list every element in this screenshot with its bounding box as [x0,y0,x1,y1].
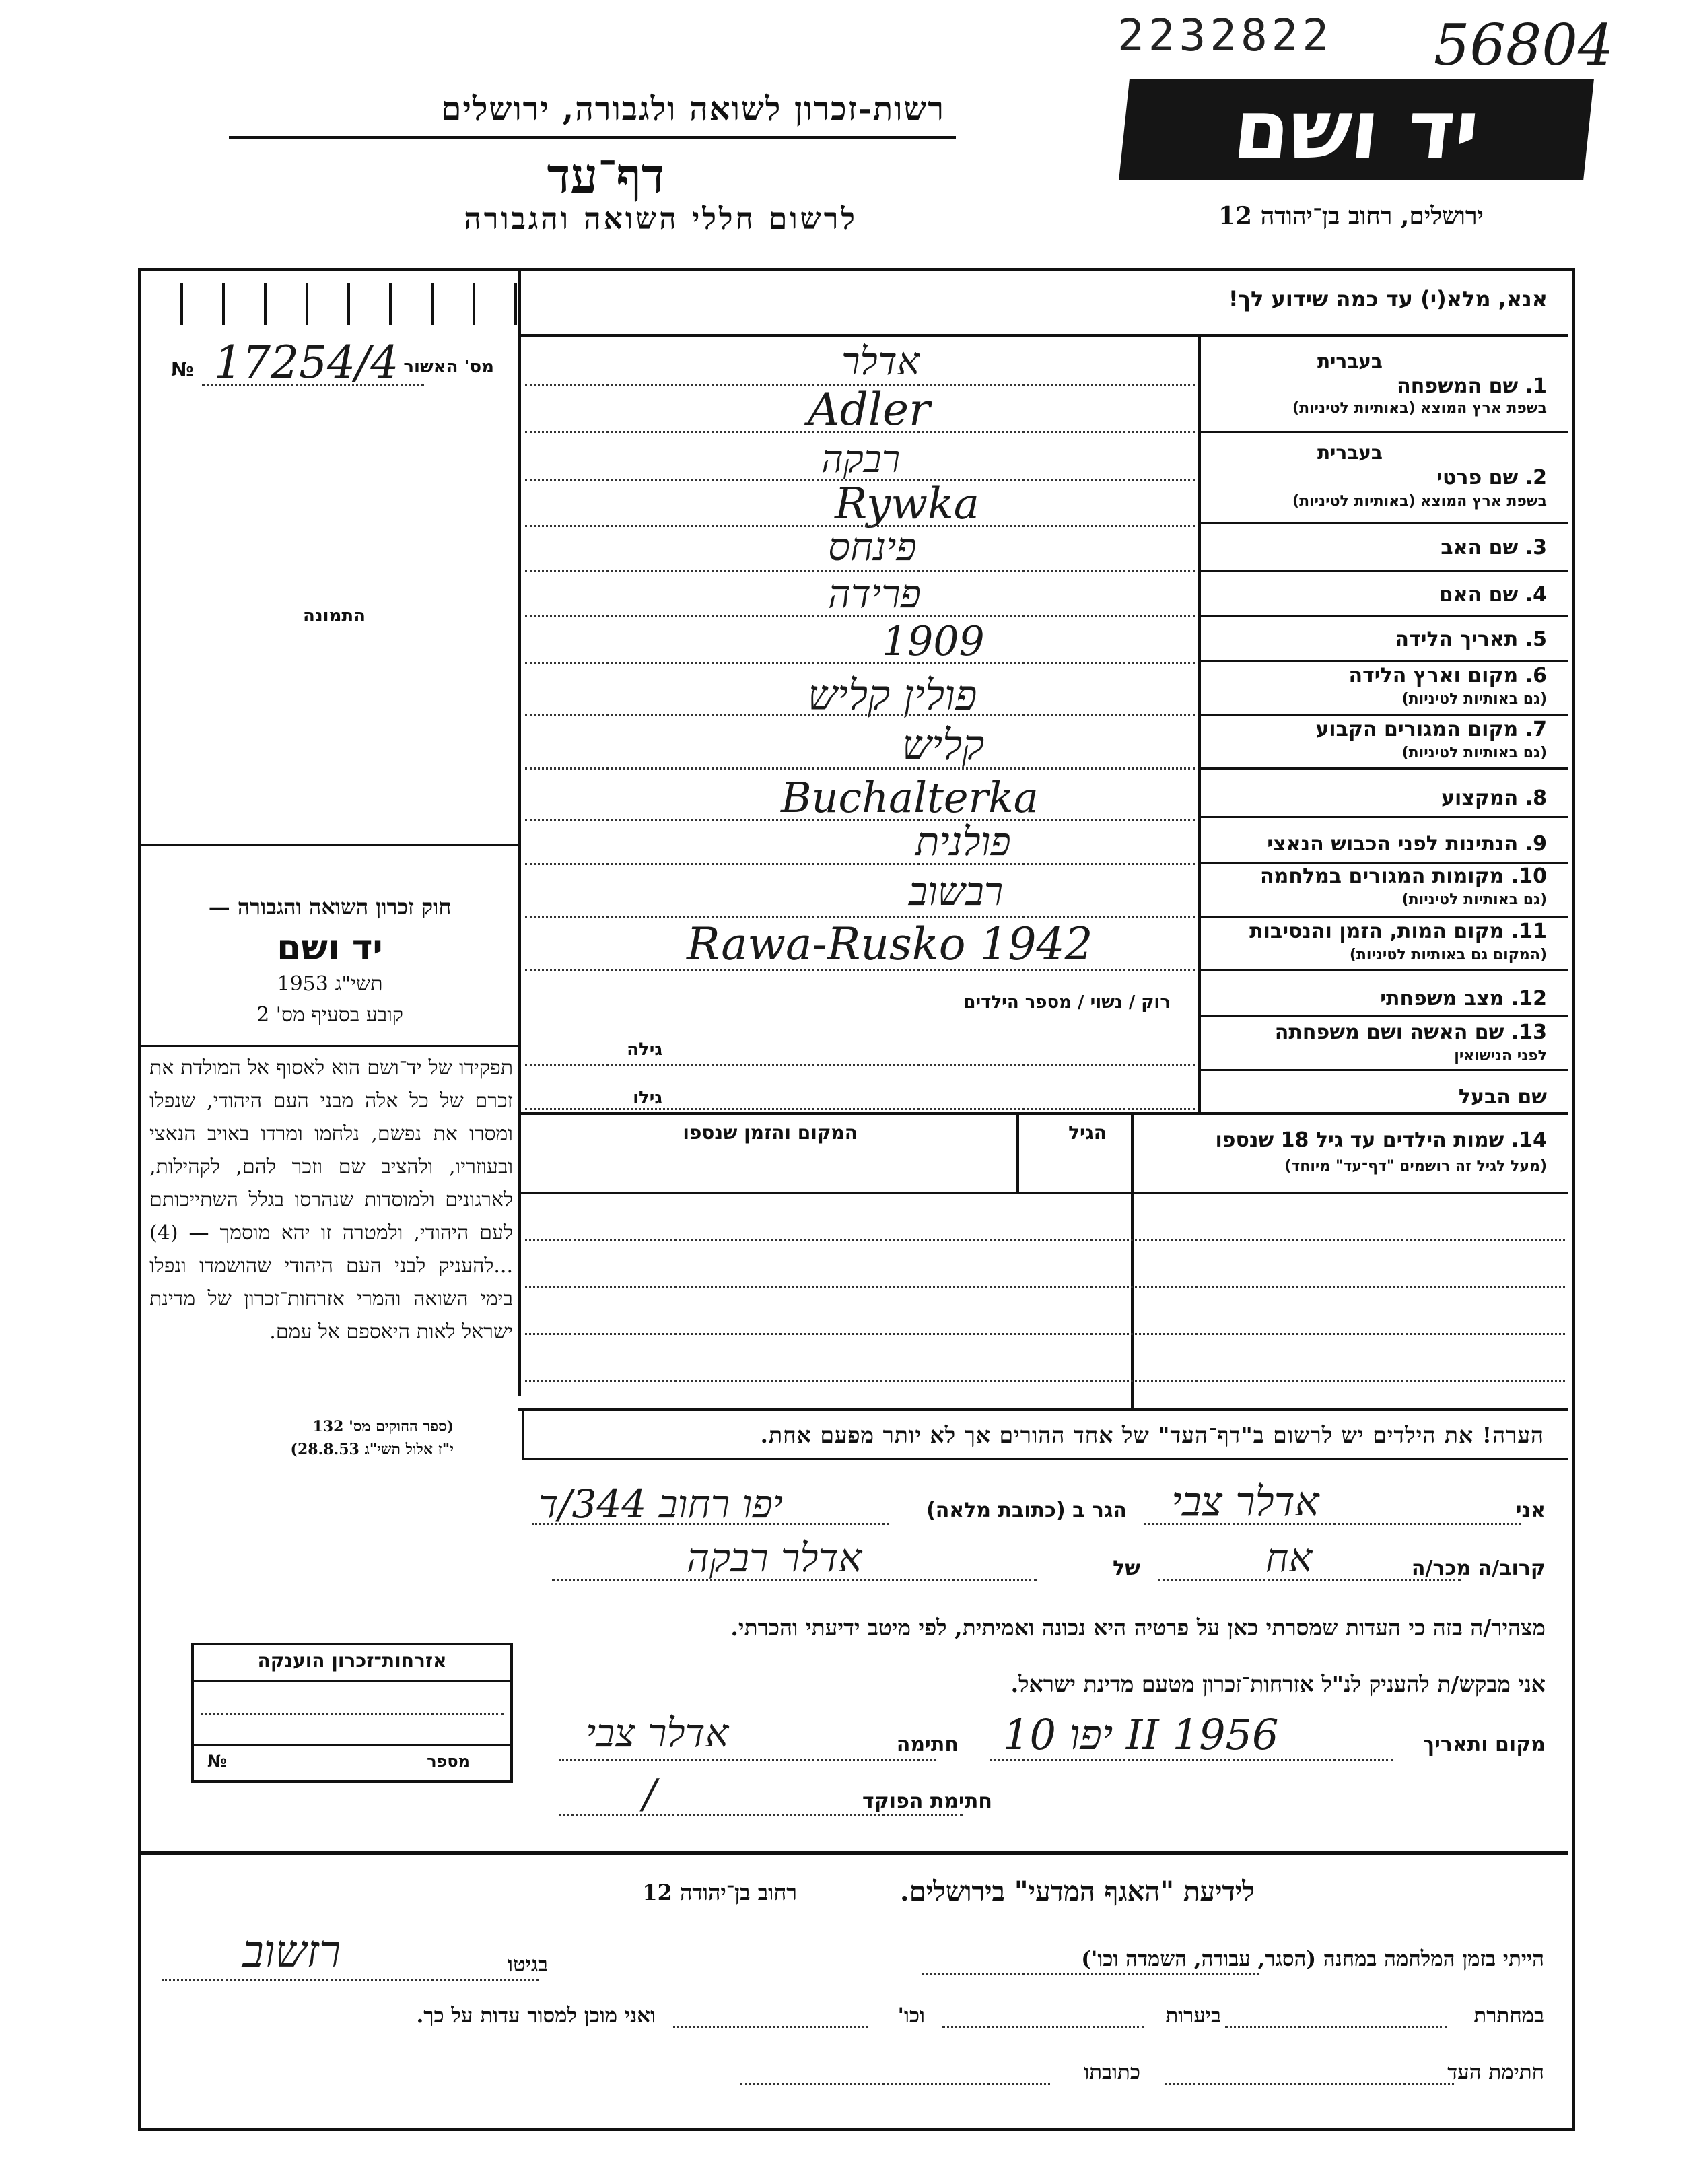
marital-options: רוק / נשוי / מספר הילדים [963,992,1171,1013]
instruction-rule [518,334,1568,337]
field9-label: 9. הנתינות לפני הכבוש הנאצי [1267,832,1547,856]
left-column-divider [518,271,521,1396]
field10-rule [1201,916,1568,918]
officer-dots [559,1814,963,1816]
field8-label: 8. המקצוע [1441,786,1547,810]
field8-rule [1201,816,1568,818]
stamp-number: 2232822 [1117,9,1333,61]
field7-label: 7. מקום המגורים הקבוע [1315,718,1547,741]
profession[interactable]: Buchalterka [781,773,1039,822]
birth-place[interactable]: פולין קליש [808,671,977,720]
relation-label: קרוב/ה מכר/ה [1411,1557,1546,1580]
law-top-rule [141,1045,518,1047]
field7-sub: (גם באותיות לטיניות) [1401,745,1547,761]
law-body: תפקידו של יד־ושם הוא לאסוף אל המולדת את זכרם של כל אלה מבני העם היהודי, שנפלו ומסרו את נפשם, נלחמו ומרדו באויב הנאצי ובעוזריו, ולהציב שם וזכר להם, לקהילות, לארגונים ולמוסדות שנהרסו בגלל השתייכותם לעם היהודי, ולמטרה זו יהא מוסמך — (4) ...להעניק לבני העם היהודי שהושמדו ונפלו בימי השואה והמרי אזרחות־זכרון של מדינת ישראל לאות היאספם אל עמם. [149,1056,513,1344]
relation-dots [1158,1579,1461,1581]
field7-rule [1201,767,1568,770]
children-age-header: הגיל [1068,1122,1107,1144]
birth-date[interactable]: 1909 [882,618,985,665]
field2-hebrew-tag: בעברית [1317,442,1383,464]
citizenship-box [191,1643,513,1783]
ghetto-dots [162,1979,539,1981]
declarant-signature[interactable]: אדלר צבי [586,1710,729,1756]
field1-hebrew-tag: בעברית [1317,350,1383,372]
authority-name: רשות-זכרון לשואה ולגבורה, ירושלים [441,90,945,128]
nationality[interactable]: פולנית [915,819,1011,864]
labels-divider [1198,337,1201,1112]
note-left-edge [522,1411,524,1458]
camp-label: הייתי בזמן המלחמה במחנה (הסגר, עבודה, השמדה וכו') [1081,1947,1544,1971]
declarant-address[interactable]: יפו רחוב 344/ד [539,1481,784,1527]
handwritten-number: 56804 [1434,12,1614,78]
approval-dotline [202,384,424,386]
field2-label: 2. שם פרטי [1436,466,1547,489]
citizenship-number-label: מספר [427,1752,470,1771]
place-date-label: מקום ותאריך [1422,1733,1546,1756]
witness-signature-dots [1165,2083,1454,2085]
photo-bottom-rule [141,844,518,846]
children-sub: (מעל לגיל זה רושמים "דף־עד" מיוחד) [1284,1158,1547,1175]
underground-dots [1225,2026,1447,2028]
law-source: (ספר החוקים מס' 132 [312,1418,454,1435]
children-col-b [1016,1112,1019,1193]
field1-rule [1201,431,1568,433]
law-heading: חוק זכרון השואה והגבורה — [208,894,452,920]
permanent-residence[interactable]: קליש [902,720,985,770]
field4-label: 4. שם האם [1438,583,1547,607]
children-row-3 [525,1333,1565,1335]
field1-sub: בשפת ארץ המוצא (באותיות לטיניות) [1292,400,1547,417]
field13-label: 13. שם האשה ושם משפחתה [1274,1021,1547,1044]
field10-label: 10. מקומות המגורים במלחמה [1260,864,1547,888]
relation-value[interactable]: אח [1265,1535,1313,1581]
witness-signature-label: חתימת העד [1447,2060,1544,2084]
field3-rule [1201,570,1568,572]
declaration-request: אני מבקש/ת להעניק לנ"ל אזרחות־זכרון מטעם מדינת ישראל. [1010,1671,1546,1697]
footer-address: רחוב בן־יהודה 12 [642,1880,797,1905]
children-col-a [1131,1112,1134,1408]
father-name[interactable]: פינחס [828,524,917,570]
citizenship-title: אזרחות־זכרון הוענקה [257,1649,447,1672]
field6-label: 6. מקום וארץ הלידה [1348,664,1547,687]
law-name: יד ושם [277,928,383,968]
field6-rule [1201,714,1568,716]
form-subtitle: לרשום חללי השואה והגבורה [464,202,858,236]
forests-label: ביערות [1165,2004,1221,2028]
forests-dots [942,2026,1144,2028]
field11-rule [1201,969,1568,971]
children-row-4 [525,1380,1565,1382]
field7-dots [525,767,1195,770]
officer-label: חתימת הפוקד [862,1789,992,1813]
field10-dots [525,916,1195,918]
signature-label: חתימה [896,1733,959,1756]
field4-rule [1201,615,1568,617]
field5-label: 5. תאריך הלידה [1395,627,1547,651]
tick-marks [180,283,517,330]
approval-number[interactable]: 17254/4 [214,337,399,388]
field9-dots [525,863,1195,865]
mother-name[interactable]: פרידה [828,571,922,617]
field12-rule [1201,1015,1568,1017]
officer-mark: / [643,1771,657,1818]
ghetto-value[interactable]: רזשוב [242,1925,341,1977]
field1-label: 1. שם המשפחה [1397,374,1547,398]
footer-heading: לידיעת "האגף המדעי" בירושלים. [899,1876,1255,1907]
field1-dots-b [525,431,1195,433]
of-dots [552,1579,1037,1581]
field11-dots [525,969,1195,971]
age-label-female: גילה [627,1039,662,1060]
footer-rule [141,1851,1568,1855]
family-name-latin[interactable]: Adler [808,384,930,436]
fill-instruction: אנא, מלא(י) עד כמה שידוע לך! [1228,286,1548,312]
witness-address-dots [740,2083,1050,2085]
logo-text: יד ושם [1228,83,1484,177]
law-year: תשי"ג 1953 [277,972,383,996]
age-label-male: גילו [633,1088,662,1108]
declarant-label: אני [1515,1499,1546,1522]
children-place-header: המקום והזמן שנספו [683,1122,858,1144]
husband-dots [525,1108,1195,1110]
address-dots [532,1523,889,1525]
place-date-value[interactable]: יפו 10 II 1956 [1003,1710,1279,1759]
law-clause: קובע בסעיף מס' 2 [256,1003,403,1027]
ghetto-label: בגיטו [508,1952,548,1977]
first-name-hebrew[interactable]: רבקה [821,438,901,481]
field6-sub: (גם באותיות לטיניות) [1401,691,1547,708]
children-top-rule [518,1112,1568,1115]
resides-label: הגר ב (כתובת מלאה) [926,1499,1127,1522]
etc-dots [673,2026,868,2028]
camp-dots [922,1973,1259,1975]
death-place-date[interactable]: Rawa-Rusko 1942 [687,918,1093,970]
field13-rule [1201,1069,1568,1071]
field5-dots [525,662,1195,664]
authority-underline [229,136,956,139]
declarant-dots [1144,1523,1521,1525]
children-label: 14. שמות הילדים עד גיל 18 שנספו [1215,1128,1547,1152]
witness-address-label: כתובתו [1084,2060,1140,2084]
ready-label: ואני מוכן למסור עדות על כך. [416,2004,656,2028]
field2-sub: בשפת ארץ המוצא (באותיות לטיניות) [1292,493,1547,510]
signature-dots [559,1759,936,1761]
declaration-statement: מצהיר/ה בזה כי העדות שמסרתי כאן על פרטיה היא נכונה ואמיתית, לפי מיטב ידיעתי והכרתי. [730,1614,1546,1641]
field10-sub: (גם באותיות לטיניות) [1401,891,1547,908]
wartime-residence[interactable]: רבשוב [909,868,1004,914]
field4-dots [525,615,1195,617]
field2-rule [1201,522,1568,524]
approval-label: מס' האשור [403,357,494,377]
children-row-1 [525,1239,1565,1241]
children-bottom-rule [518,1408,1568,1411]
field13-sub: לפני הנישואין [1454,1048,1547,1064]
field5-rule [1201,660,1568,662]
declarant-name[interactable]: אדלר צבי [1171,1478,1319,1526]
approval-no-mark: № [171,358,194,380]
citizenship-no: № [207,1752,227,1771]
field9-rule [1201,862,1568,864]
note-bottom-rule [522,1458,1568,1460]
field8-dots [525,819,1195,821]
note-text: הערה! את הילדים יש לרשום ב"דף־העד" של אחד ההורים אך לא יותר מפעם אחת. [760,1422,1544,1448]
husband-label: שם הבעל [1458,1085,1547,1109]
law-source-date: י"ז אלול תשי"ג 28.8.53) [290,1441,454,1458]
underground-label: במחתרת [1473,2004,1544,2028]
etc-label: וכו' [897,2004,925,2028]
field3-label: 3. שם האב [1441,536,1547,559]
photo-label: התמונה [303,606,366,626]
children-row-2 [525,1286,1565,1288]
of-value[interactable]: אדלר רבקה [687,1535,862,1581]
field11-sub: (המקום גם באותיות לטיניות) [1349,947,1547,963]
field6-dots [525,714,1195,716]
children-header-rule [518,1192,1568,1194]
of-label: של [1113,1557,1140,1580]
field12-label: 12. מצב משפחתי [1380,987,1547,1011]
field13-dots [525,1064,1195,1066]
field11-label: 11. מקום המות, הזמן והנסיבות [1249,920,1547,943]
yad-vashem-logo [1119,79,1594,180]
header-address: ירושלים, רחוב בן־יהודה 12 [1218,202,1484,230]
first-name-latin[interactable]: Rywka [835,479,979,529]
family-name-hebrew[interactable]: אדלר [841,340,920,384]
form-title: דף־עד [547,147,665,204]
place-date-dots [990,1759,1393,1761]
